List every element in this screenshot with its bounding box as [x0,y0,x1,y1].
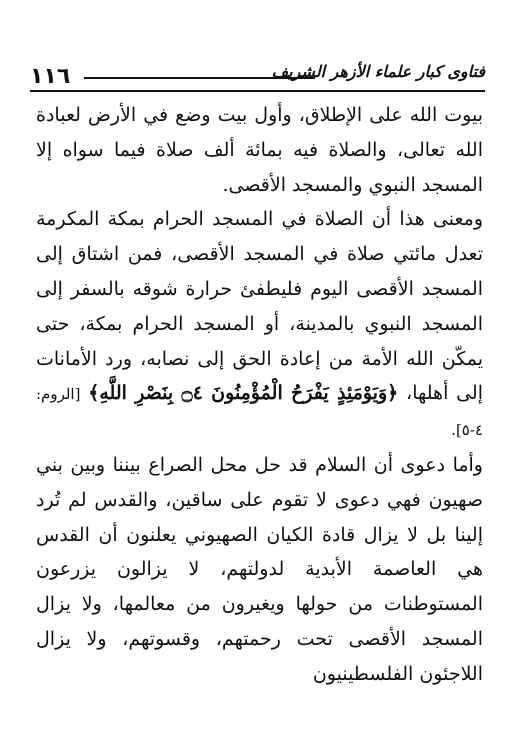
verse-reference: [الروم: ٤-٥]. [36,385,483,440]
page-number: ١١٦ [30,64,71,89]
body-text [36,98,483,692]
paragraph-2 [36,202,483,448]
paragraph-3: وأما دعوى أن السلام قد حل محل الصراع بيننا وبين بني صهيون فهي دعوى لا تقوم على ساقين، والقدس لم تُرد إلينا بل لا يزال قادة الكيان الصهيوني يعلنون أن القدس هي العاصمة الأبدية لدولتهم، لا يزالون يزرعون المستوطنات من حولها ويغيرون من معالمها، ولا يزال المسجد الأقصى تحت رحمتهم، وقسوتهم، ولا يزال اللاجئون الفلسطينيون [36,453,483,685]
paragraph-2-text: ومعنى هذا أن الصلاة في المسجد الحرام بمكة المكرمة تعدل مائتي صلاة في المسجد الأقصى، فمن اشتاق إلى المسجد الأقصى اليوم فليطفئ حرارة شوقه بالسفر إلى المسجد النبوي بالمدينة، أو المسجد الحرام بمكة، حتى يمكّن الله الأمة من إعادة الحق إلى نصابه، ورد الأمانات إلى أهلها، [36,208,483,405]
running-title: فتاوى كبار علماء الأزهر الشريف [271,62,485,81]
header-underline [30,90,485,92]
quran-verse: ﴿وَيَوْمَئِذٍ يَفْرَحُ الْمُؤْمِنُونَ ۝٤ بِنَصْرِ اللَّهِ﴾ [88,382,399,405]
paragraph-1: بيوت الله على الإطلاق، وأول بيت وضع في الأرض لعبادة الله تعالى، والصلاة فيه بمائة ألف صلاة فيما سواه إلا المسجد النبوي والمسجد الأقصى. [36,104,483,196]
page-header [30,60,485,94]
